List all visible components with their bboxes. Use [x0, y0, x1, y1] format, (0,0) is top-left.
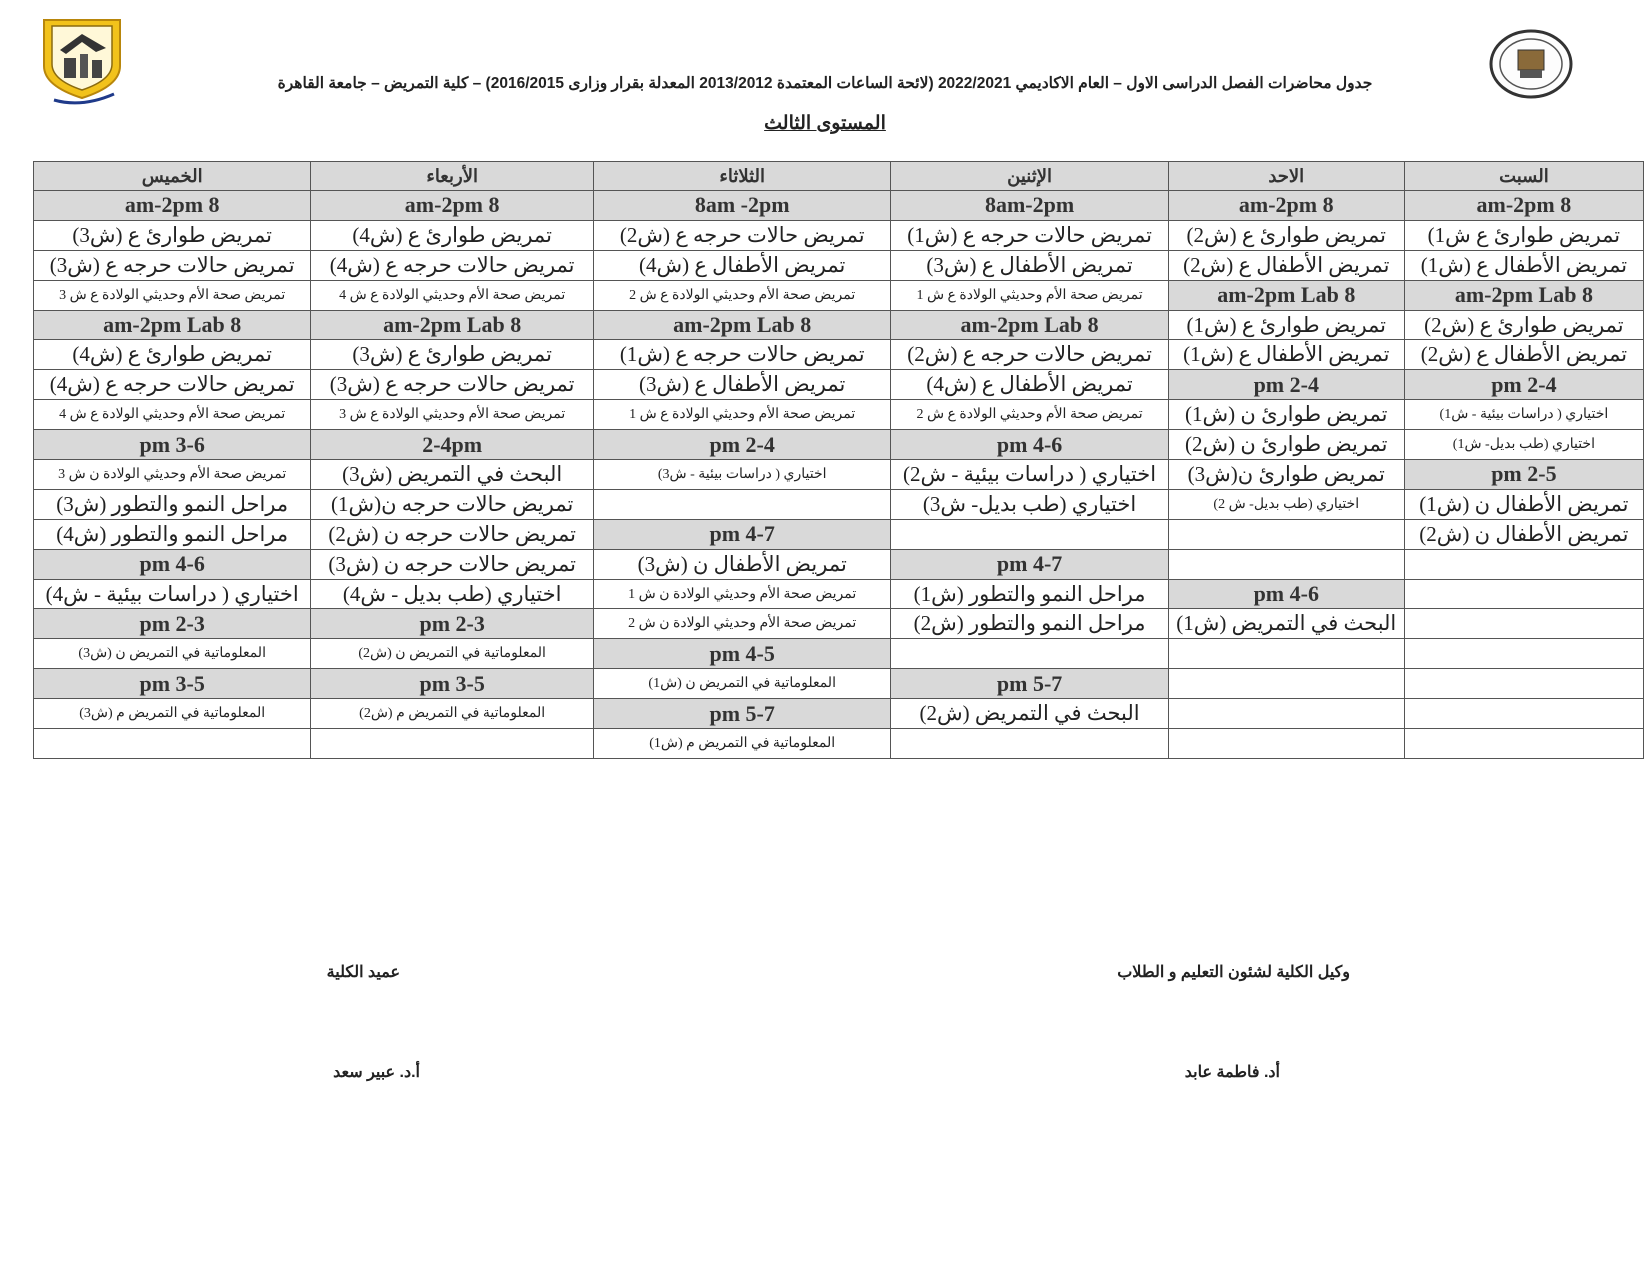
- course-cell: تمريض الأطفال ن (ش3): [593, 549, 890, 579]
- schedule-row: [34, 310, 1644, 340]
- course-cell: تمريض طوارئ ع (ش2): [1168, 220, 1404, 250]
- time-slot-cell: 2-3 pm: [311, 609, 594, 639]
- schedule-row: [34, 340, 1644, 370]
- schedule-row: [34, 280, 1644, 310]
- course-cell: تمريض حالات حرجه ع (ش4): [34, 370, 311, 400]
- time-slot-cell: 8 am-2pm: [34, 191, 311, 221]
- time-slot-cell: 4-5 pm: [593, 639, 890, 669]
- course-cell: تمريض الأطفال ن (ش2): [1404, 519, 1643, 549]
- empty-cell: [1404, 609, 1643, 639]
- time-slot-cell: 5-7 pm: [593, 699, 890, 729]
- time-slot-cell: 8 am-2pm: [1404, 191, 1643, 221]
- time-slot-cell: 8 am-2pm: [1168, 191, 1404, 221]
- empty-cell: [891, 729, 1168, 759]
- course-cell: تمريض الأطفال ع (ش3): [593, 370, 890, 400]
- dean-title: عميد الكلية: [326, 964, 400, 981]
- course-cell: تمريض طوارئ ع (ش3): [311, 340, 594, 370]
- course-cell: اختياري ( دراسات بيئية - ش3): [593, 460, 890, 490]
- schedule-row: [34, 220, 1644, 250]
- course-cell: تمريض طوارئ ع (ش4): [34, 340, 311, 370]
- time-slot-cell: 8am-2pm: [891, 191, 1168, 221]
- course-cell: مراحل النمو والتطور (ش3): [34, 489, 311, 519]
- course-cell: البحث في التمريض (ش2): [891, 699, 1168, 729]
- empty-cell: [1404, 639, 1643, 669]
- time-slot-cell: 4-7 pm: [593, 519, 890, 549]
- course-cell: تمريض طوارئ ن (ش1): [1168, 400, 1404, 430]
- course-cell: تمريض حالات حرجه ع (ش3): [311, 370, 594, 400]
- time-slot-cell: 8 am-2pm Lab: [891, 310, 1168, 340]
- course-cell: تمريض صحة الأم وحديثي الولادة ن ش 3: [34, 460, 311, 490]
- time-slot-cell: 3-5 pm: [34, 669, 311, 699]
- course-cell: مراحل النمو والتطور (ش2): [891, 609, 1168, 639]
- course-cell: تمريض طوارئ ع (ش4): [311, 220, 594, 250]
- time-slot-cell: 2-4 pm: [593, 430, 890, 460]
- empty-cell: [34, 729, 311, 759]
- course-cell: تمريض حالات حرجه ع (ش1): [593, 340, 890, 370]
- schedule-row: [34, 729, 1644, 759]
- time-slot-cell: 2-4pm: [311, 430, 594, 460]
- course-cell: تمريض الأطفال ع (ش3): [891, 250, 1168, 280]
- course-cell: تمريض طوارئ ن (ش2): [1168, 430, 1404, 460]
- schedule-row: [34, 579, 1644, 609]
- time-slot-cell: 2-4 pm: [1168, 370, 1404, 400]
- course-cell: تمريض صحة الأم وحديثي الولادة ع ش 1: [891, 280, 1168, 310]
- schedule-row: [34, 609, 1644, 639]
- course-cell: البحث في التمريض (ش3): [311, 460, 594, 490]
- document-title: جدول محاضرات الفصل الدراسى الاول – العام الاكاديمي 2022/2021 (لائحة الساعات المعتمدة 2013/2012 المعدلة بقرار وزارى 2016/2015) – كلية التمريض – جامعة القاهرة: [277, 75, 1373, 92]
- course-cell: تمريض حالات حرجه ع (ش2): [891, 340, 1168, 370]
- course-cell: تمريض حالات حرجه ع (ش1): [891, 220, 1168, 250]
- cairo-university-logo: [36, 14, 132, 106]
- time-slot-cell: 4-7 pm: [891, 549, 1168, 579]
- course-cell: تمريض طوارئ ن(ش3): [1168, 460, 1404, 490]
- day-header: الأربعاء: [311, 162, 594, 191]
- schedule-row: [34, 191, 1644, 221]
- course-cell: اختياري ( دراسات بيئية - ش1): [1404, 400, 1643, 430]
- time-slot-cell: 8 am-2pm Lab: [1404, 280, 1643, 310]
- course-cell: تمريض الأطفال ع (ش1): [1404, 250, 1643, 280]
- course-cell: تمريض طوارئ ع (ش3): [34, 220, 311, 250]
- course-cell: المعلوماتية في التمريض ن (ش2): [311, 639, 594, 669]
- schedule-row: [34, 250, 1644, 280]
- time-slot-cell: 2-3 pm: [34, 609, 311, 639]
- empty-cell: [1404, 729, 1643, 759]
- course-cell: تمريض الأطفال ع (ش2): [1404, 340, 1643, 370]
- faculty-seal-icon: [1488, 28, 1574, 100]
- schedule-body: [34, 191, 1644, 759]
- course-cell: تمريض صحة الأم وحديثي الولادة ن ش 2: [593, 609, 890, 639]
- course-cell: تمريض حالات حرجه ع (ش2): [593, 220, 890, 250]
- day-header: الخميس: [34, 162, 311, 191]
- time-slot-cell: 8 am-2pm Lab: [1168, 280, 1404, 310]
- empty-cell: [1168, 699, 1404, 729]
- course-cell: المعلوماتية في التمريض م (ش2): [311, 699, 594, 729]
- schedule-row: [34, 639, 1644, 669]
- course-cell: المعلوماتية في التمريض م (ش1): [593, 729, 890, 759]
- day-header: السبت: [1404, 162, 1643, 191]
- course-cell: مراحل النمو والتطور (ش4): [34, 519, 311, 549]
- day-header-row: [34, 162, 1644, 191]
- empty-cell: [1168, 519, 1404, 549]
- course-cell: تمريض حالات حرجه ع (ش4): [311, 250, 594, 280]
- course-cell: اختياري ( دراسات بيئية - ش2): [891, 460, 1168, 490]
- empty-cell: [1168, 549, 1404, 579]
- empty-cell: [1404, 549, 1643, 579]
- day-header: الإثنين: [891, 162, 1168, 191]
- empty-cell: [593, 489, 890, 519]
- time-slot-cell: 5-7 pm: [891, 669, 1168, 699]
- time-slot-cell: 8 am-2pm Lab: [593, 310, 890, 340]
- course-cell: اختياري (طب بديل - ش4): [311, 579, 594, 609]
- schedule-row: [34, 460, 1644, 490]
- course-cell: تمريض صحة الأم وحديثي الولادة ع ش 1: [593, 400, 890, 430]
- course-cell: تمريض طوارئ ع (ش1): [1168, 310, 1404, 340]
- time-slot-cell: 2-4 pm: [1404, 370, 1643, 400]
- vice-dean-title: وكيل الكلية لشئون التعليم و الطلاب: [1117, 964, 1350, 981]
- course-cell: تمريض الأطفال ع (ش4): [891, 370, 1168, 400]
- course-cell: تمريض صحة الأم وحديثي الولادة ع ش 4: [311, 280, 594, 310]
- empty-cell: [1404, 669, 1643, 699]
- time-slot-cell: 8 am-2pm Lab: [311, 310, 594, 340]
- time-slot-cell: 4-6 pm: [891, 430, 1168, 460]
- course-cell: تمريض حالات حرجه ن(ش1): [311, 489, 594, 519]
- course-cell: تمريض الأطفال ن (ش1): [1404, 489, 1643, 519]
- course-cell: تمريض الأطفال ع (ش2): [1168, 250, 1404, 280]
- course-cell: تمريض حالات حرجه ع (ش3): [34, 250, 311, 280]
- course-cell: المعلوماتية في التمريض م (ش3): [34, 699, 311, 729]
- time-slot-cell: 8am -2pm: [593, 191, 890, 221]
- empty-cell: [1168, 639, 1404, 669]
- course-cell: البحث في التمريض (ش1): [1168, 609, 1404, 639]
- vice-dean-name: أد. فاطمة عابد: [1184, 1064, 1280, 1081]
- empty-cell: [891, 639, 1168, 669]
- schedule-row: [34, 669, 1644, 699]
- time-slot-cell: 8 am-2pm: [311, 191, 594, 221]
- course-cell: اختياري (طب بديل- ش 2): [1168, 489, 1404, 519]
- dean-name: أ.د. عبير سعد: [333, 1064, 420, 1081]
- course-cell: المعلوماتية في التمريض ن (ش1): [593, 669, 890, 699]
- empty-cell: [1168, 729, 1404, 759]
- course-cell: تمريض صحة الأم وحديثي الولادة ع ش 3: [311, 400, 594, 430]
- schedule-row: [34, 400, 1644, 430]
- course-cell: اختياري (طب بديل- ش1): [1404, 430, 1643, 460]
- course-cell: تمريض حالات حرجه ن (ش3): [311, 549, 594, 579]
- course-cell: اختياري ( دراسات بيئية - ش4): [34, 579, 311, 609]
- course-cell: مراحل النمو والتطور (ش1): [891, 579, 1168, 609]
- course-cell: تمريض حالات حرجه ن (ش2): [311, 519, 594, 549]
- course-cell: تمريض صحة الأم وحديثي الولادة ع ش 2: [891, 400, 1168, 430]
- schedule-table: [33, 161, 1644, 759]
- time-slot-cell: 3-6 pm: [34, 430, 311, 460]
- time-slot-cell: 3-5 pm: [311, 669, 594, 699]
- level-title: المستوى الثالث: [764, 113, 886, 134]
- course-cell: تمريض الأطفال ع (ش1): [1168, 340, 1404, 370]
- course-cell: تمريض صحة الأم وحديثي الولادة ع ش 2: [593, 280, 890, 310]
- schedule-row: [34, 699, 1644, 729]
- empty-cell: [891, 519, 1168, 549]
- course-cell: تمريض صحة الأم وحديثي الولادة ن ش 1: [593, 579, 890, 609]
- day-header: الثلاثاء: [593, 162, 890, 191]
- empty-cell: [311, 729, 594, 759]
- empty-cell: [1404, 579, 1643, 609]
- empty-cell: [1168, 669, 1404, 699]
- schedule-row: [34, 430, 1644, 460]
- course-cell: تمريض صحة الأم وحديثي الولادة ع ش 4: [34, 400, 311, 430]
- course-cell: تمريض طوارئ ع (ش2): [1404, 310, 1643, 340]
- time-slot-cell: 4-6 pm: [34, 549, 311, 579]
- time-slot-cell: 8 am-2pm Lab: [34, 310, 311, 340]
- schedule-row: [34, 370, 1644, 400]
- course-cell: تمريض الأطفال ع (ش4): [593, 250, 890, 280]
- time-slot-cell: 4-6 pm: [1168, 579, 1404, 609]
- schedule-row: [34, 519, 1644, 549]
- course-cell: المعلوماتية في التمريض ن (ش3): [34, 639, 311, 669]
- course-cell: تمريض طوارئ ع ش1): [1404, 220, 1643, 250]
- empty-cell: [1404, 699, 1643, 729]
- time-slot-cell: 2-5 pm: [1404, 460, 1643, 490]
- schedule-row: [34, 549, 1644, 579]
- course-cell: تمريض صحة الأم وحديثي الولادة ع ش 3: [34, 280, 311, 310]
- course-cell: اختياري (طب بديل- ش3): [891, 489, 1168, 519]
- day-header: الاحد: [1168, 162, 1404, 191]
- schedule-row: [34, 489, 1644, 519]
